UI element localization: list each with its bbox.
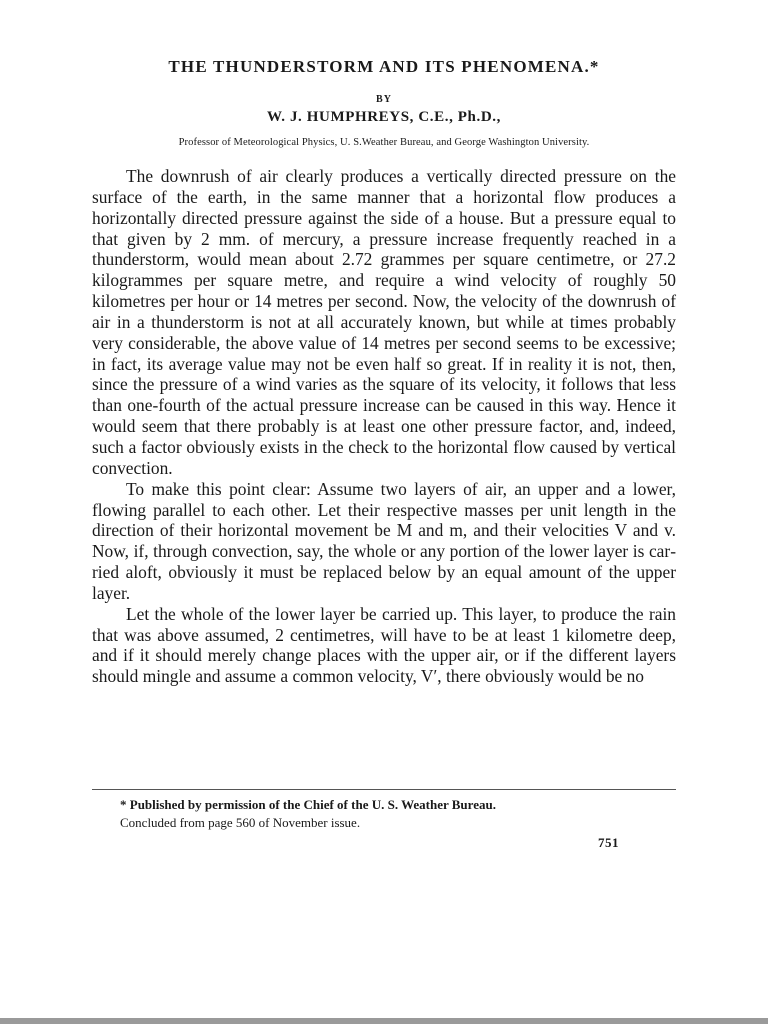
author-name: W. J. HUMPHREYS, C.E., Ph.D.,	[267, 109, 501, 125]
footnotes	[120, 796, 676, 832]
footnote-concluded: Concluded from page 560 of November issue.	[120, 815, 361, 830]
author-affiliation: Professor of Meteorological Physics, U. S.Weather Bureau, and George Washington University.	[178, 137, 590, 148]
footnote-published: * Published by permission of the Chief of the U. S. Weather Bureau.	[120, 797, 496, 812]
article-title: THE THUNDERSTORM AND ITS PHENOMENA.*	[168, 57, 600, 76]
body-paragraph-1: The downrush of air clearly produces a vertically directed pressure on the surface of the earth, in the same manner that a horizontal flow produces a horizontally directed pressure against the side of a house. But a pressure equal to that given by 2 mm. of mercury, a pressure increase frequently reached in a thunderstorm, would mean about 2.72 grammes per square centimetre, or 27.2 kilogrammes per square metre, and require a wind velocity of roughly 50 kilometres per hour or 14 metres per second. Now, the velocity of the downrush of air in a thunderstorm is not at all accurately known, but while at times probably very considerable, the above value of 14 metres per second seems to be excessive; in fact, its average value may not be even half so great. If in reality it is not, then, since the pressure of a wind varies as the square of its velocity, it follows that less than one-fourth of the actual pressure increase can be caused in this way. Hence it would seem that there probably is at least one other pressure factor, and, indeed, such a factor obviously exists in the check to the horizontal flow caused by vertical convection.	[92, 166, 676, 478]
body-paragraph-3: Let the whole of the lower layer be carried up. This layer, to produce the rain that was above assumed, 2 centimetres, will have to be at least 1 kilometre deep, and if it should merely change places with the upper air, or if the different layers should mingle and assume a common velocity, V′, there obviously would be no	[92, 603, 676, 687]
article-body	[92, 166, 676, 687]
body-paragraph-2: To make this point clear: Assume two layers of air, an upper and a lower, flowing parallel to each other. Let their respective masses per unit length in the direction of their horizontal movement be M and m, and their velocities V and v. Now, if, through convection, say, the whole or any portion of the lower layer is carried aloft, obviously it must be replaced below by an equal amount of the upper layer.	[92, 478, 676, 603]
footnote-divider	[92, 789, 676, 790]
page-number: 751	[598, 835, 619, 850]
byline-by: BY	[376, 94, 392, 105]
scan-bottom-edge	[0, 1018, 768, 1024]
